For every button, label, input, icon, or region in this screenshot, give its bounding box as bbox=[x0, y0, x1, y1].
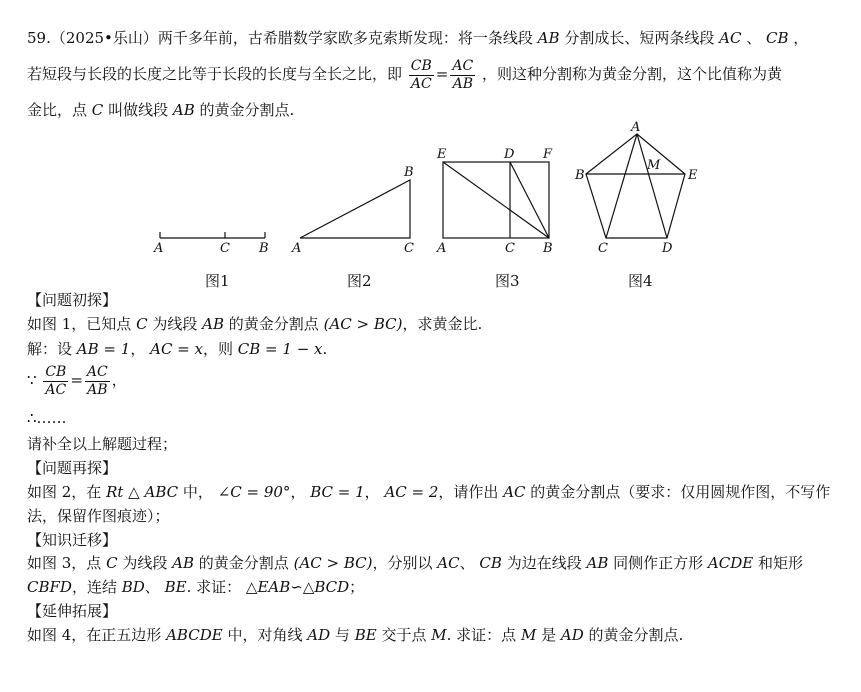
s4-text-a: 如图 4，在正五边形 bbox=[27, 626, 162, 644]
s3-similarity: △EAB∽△BCD bbox=[245, 578, 350, 596]
point-c: C bbox=[136, 315, 148, 333]
problem-line2-a: 若短段与长段的长度之比等于长段的长度与全长之比，即 bbox=[27, 65, 403, 83]
fig3-label-b: B bbox=[543, 241, 553, 256]
s4-text-c: 与 bbox=[334, 626, 350, 644]
section1-line5: 请补全以上解题过程； bbox=[27, 435, 178, 453]
fig4-label-b: B bbox=[575, 168, 585, 183]
fig2-label-a: A bbox=[292, 241, 302, 256]
problem-line2-b: ，则这种分割称为黄金分割，这个比值称为黄 bbox=[481, 65, 782, 83]
s4-be: BE bbox=[354, 626, 377, 644]
s3-condition: (AC > BC) bbox=[293, 554, 373, 572]
s4-text-e: . 求证：点 bbox=[446, 626, 517, 644]
separator: 、 bbox=[746, 29, 762, 47]
frac-num: CB bbox=[45, 363, 67, 380]
s2-text-a: 如图 2，在 bbox=[27, 483, 102, 501]
seg-ac: AC bbox=[719, 29, 742, 47]
point-c: C bbox=[106, 554, 118, 572]
s3-text-g: . 求证： bbox=[186, 578, 242, 596]
caption-fig3: 图3 bbox=[495, 272, 520, 290]
s3-text-h: ； bbox=[349, 578, 365, 596]
point-c: C bbox=[91, 101, 104, 119]
problem-line-3 bbox=[27, 100, 294, 120]
frac-den: AC bbox=[410, 75, 432, 92]
seg-ac: AC bbox=[503, 483, 526, 501]
s1-ac-eq: AC = x bbox=[150, 340, 203, 358]
problem-line3-c: 的黄金分割点. bbox=[199, 101, 295, 119]
s4-text-f: 是 bbox=[541, 626, 557, 644]
fig4-label-e: E bbox=[688, 168, 698, 183]
s4-ad: AD bbox=[307, 626, 331, 644]
frac-num: CB bbox=[410, 57, 432, 74]
fig3-label-f: F bbox=[543, 147, 553, 162]
s3-text-seg: 为线段 bbox=[122, 554, 168, 572]
s1-condition: (AC > BC) bbox=[323, 315, 403, 333]
s1-solve-a: 解：设 bbox=[27, 340, 73, 358]
s4-text-d: 交于点 bbox=[381, 626, 427, 644]
s4-pentagon: ABCDE bbox=[166, 626, 223, 644]
fig4-label-a: A bbox=[631, 120, 641, 135]
s1-then: ，则 bbox=[202, 340, 233, 358]
section2-heading: 【问题再探】 bbox=[27, 459, 118, 477]
golden-ratio-lhs bbox=[409, 58, 434, 93]
s3-square: ACDE bbox=[707, 554, 754, 572]
s1-ab-eq: AB = 1 bbox=[76, 340, 131, 358]
s3-be: BE bbox=[164, 578, 187, 596]
section4-heading: 【延伸拓展】 bbox=[27, 602, 118, 620]
fig4-ad bbox=[637, 134, 667, 238]
s1-text-d: ，求黄金比. bbox=[402, 315, 483, 333]
fig4-pentagon bbox=[586, 134, 685, 238]
problem-line-2: 若短段与长段的长度之比等于长段的长度与全长之比，即 $\frac{CB}{AC}$ = $\frac{AC}{AB}$ ，则这种分割称为黄金分割，这个比值称为黄 bbox=[27, 57, 782, 92]
s2-bc: BC = 1 bbox=[310, 483, 365, 501]
section1-heading: 【问题初探】 bbox=[27, 291, 118, 309]
fig4-label-d: D bbox=[662, 241, 673, 256]
figures bbox=[0, 118, 861, 270]
section3-line2 bbox=[27, 577, 364, 597]
fig3-label-d: D bbox=[504, 147, 515, 162]
section1-line1 bbox=[27, 314, 482, 334]
seg-cb: CB bbox=[766, 29, 789, 47]
fig3-label-a: A bbox=[437, 241, 447, 256]
fig1-label-b: B bbox=[259, 241, 269, 256]
golden-ratio-rhs bbox=[450, 58, 475, 93]
section1-line3: ∵ $\frac{CB}{AC}$ = $\frac{AC}{AB}$ ， bbox=[27, 363, 127, 398]
section3-heading: 【知识迁移】 bbox=[27, 531, 118, 549]
s3-text-golden: 的黄金分割点 bbox=[198, 554, 289, 572]
s1-comma: ， bbox=[130, 340, 146, 358]
s1-period: . bbox=[322, 340, 328, 358]
s4-m: M bbox=[520, 626, 537, 644]
section1-line2 bbox=[27, 339, 327, 359]
fig4-label-c: C bbox=[598, 241, 608, 256]
fig3-be bbox=[443, 162, 549, 238]
problem-intro-a: 59.（2025•乐山）两千多年前，古希腊数学家欧多克索斯发现：将一条线段 bbox=[27, 29, 533, 47]
s1-text-a: 如图 1，已知点 bbox=[27, 315, 132, 333]
caption-fig1: 图1 bbox=[205, 272, 230, 290]
s4-ad: AD bbox=[560, 626, 584, 644]
problem-line-1 bbox=[27, 28, 808, 48]
s3-rect: CBFD bbox=[27, 578, 72, 596]
fig2-triangle bbox=[300, 180, 410, 238]
seg-ab: AB bbox=[172, 554, 195, 572]
seg-bc: CB bbox=[479, 554, 502, 572]
because-symbol: ∵ bbox=[27, 371, 37, 389]
s3-text-d: 同侧作正方形 bbox=[613, 554, 704, 572]
fig2-label-c: C bbox=[404, 241, 414, 256]
section2-line2: 法，保留作图痕迹）； bbox=[27, 507, 170, 525]
problem-line3-b: 叫做线段 bbox=[108, 101, 169, 119]
seg-ab: AB bbox=[172, 101, 195, 119]
s4-text-b: 中，对角线 bbox=[227, 626, 303, 644]
s3-bd: BD bbox=[121, 578, 145, 596]
seg-ab: AB bbox=[586, 554, 609, 572]
frac-den: AC bbox=[45, 381, 67, 398]
s2-text-c: ，请作出 bbox=[438, 483, 499, 501]
s3-text-b: ，分别以 bbox=[372, 554, 433, 572]
fig3-bd bbox=[510, 162, 549, 238]
frac-num: AC bbox=[452, 57, 474, 74]
section1-line4: ∴…… bbox=[27, 409, 67, 427]
problem-line3-a: 金比，点 bbox=[27, 101, 88, 119]
section3-line1 bbox=[27, 553, 803, 573]
caption-fig4: 图4 bbox=[628, 272, 653, 290]
frac-den: AB bbox=[87, 381, 108, 398]
fig1-label-c: C bbox=[220, 241, 230, 256]
s1-cb-eq: CB = 1 − x bbox=[237, 340, 323, 358]
s3-text-e: 和矩形 bbox=[758, 554, 804, 572]
s2-text-d: 的黄金分割点（要求：仅用圆规作图，不写作 bbox=[530, 483, 831, 501]
fig3-label-e: E bbox=[437, 147, 447, 162]
separator: 、 bbox=[144, 578, 160, 596]
s3-text-c: 为边在线段 bbox=[506, 554, 582, 572]
s4-m: M bbox=[431, 626, 447, 644]
problem-intro-b: 分割成长、短两条线段 bbox=[564, 29, 715, 47]
seg-ab: AB bbox=[202, 315, 225, 333]
s1-frac-rhs bbox=[85, 364, 110, 399]
s2-text-b: 中， bbox=[182, 483, 213, 501]
seg-ac: AC bbox=[437, 554, 460, 572]
fig3-label-c: C bbox=[505, 241, 515, 256]
problem-intro-c: ， bbox=[793, 29, 809, 47]
seg-ab: AB bbox=[537, 29, 560, 47]
s2-ac: AC = 2 bbox=[384, 483, 439, 501]
caption-fig2: 图2 bbox=[347, 272, 372, 290]
s1-text-b: 为线段 bbox=[152, 315, 198, 333]
s3-text-a: 如图 3，点 bbox=[27, 554, 102, 572]
fig2-label-b: B bbox=[404, 165, 414, 180]
frac-den: AB bbox=[452, 75, 473, 92]
s1-text-c: 的黄金分割点 bbox=[228, 315, 319, 333]
s1-frac-lhs bbox=[43, 364, 68, 399]
frac-num: AC bbox=[86, 363, 108, 380]
fig4-label-m: M bbox=[647, 158, 661, 173]
s4-text-g: 的黄金分割点. bbox=[588, 626, 684, 644]
s3-text-f: ，连结 bbox=[71, 578, 117, 596]
section4-line1 bbox=[27, 625, 683, 645]
s2-triangle: Rt △ ABC bbox=[106, 483, 179, 501]
s2-angle: ∠C = 90° bbox=[217, 483, 291, 501]
fig4-ac bbox=[606, 134, 637, 238]
section2-line1: 如图 2，在 Rt △ ABC 中， ∠C = 90°， BC = 1， AC = 2，请作出 AC 的黄金分割点（要求：仅用圆规作图，不写作 bbox=[27, 483, 831, 501]
fig1-label-a: A bbox=[154, 241, 164, 256]
separator: 、 bbox=[459, 554, 475, 572]
